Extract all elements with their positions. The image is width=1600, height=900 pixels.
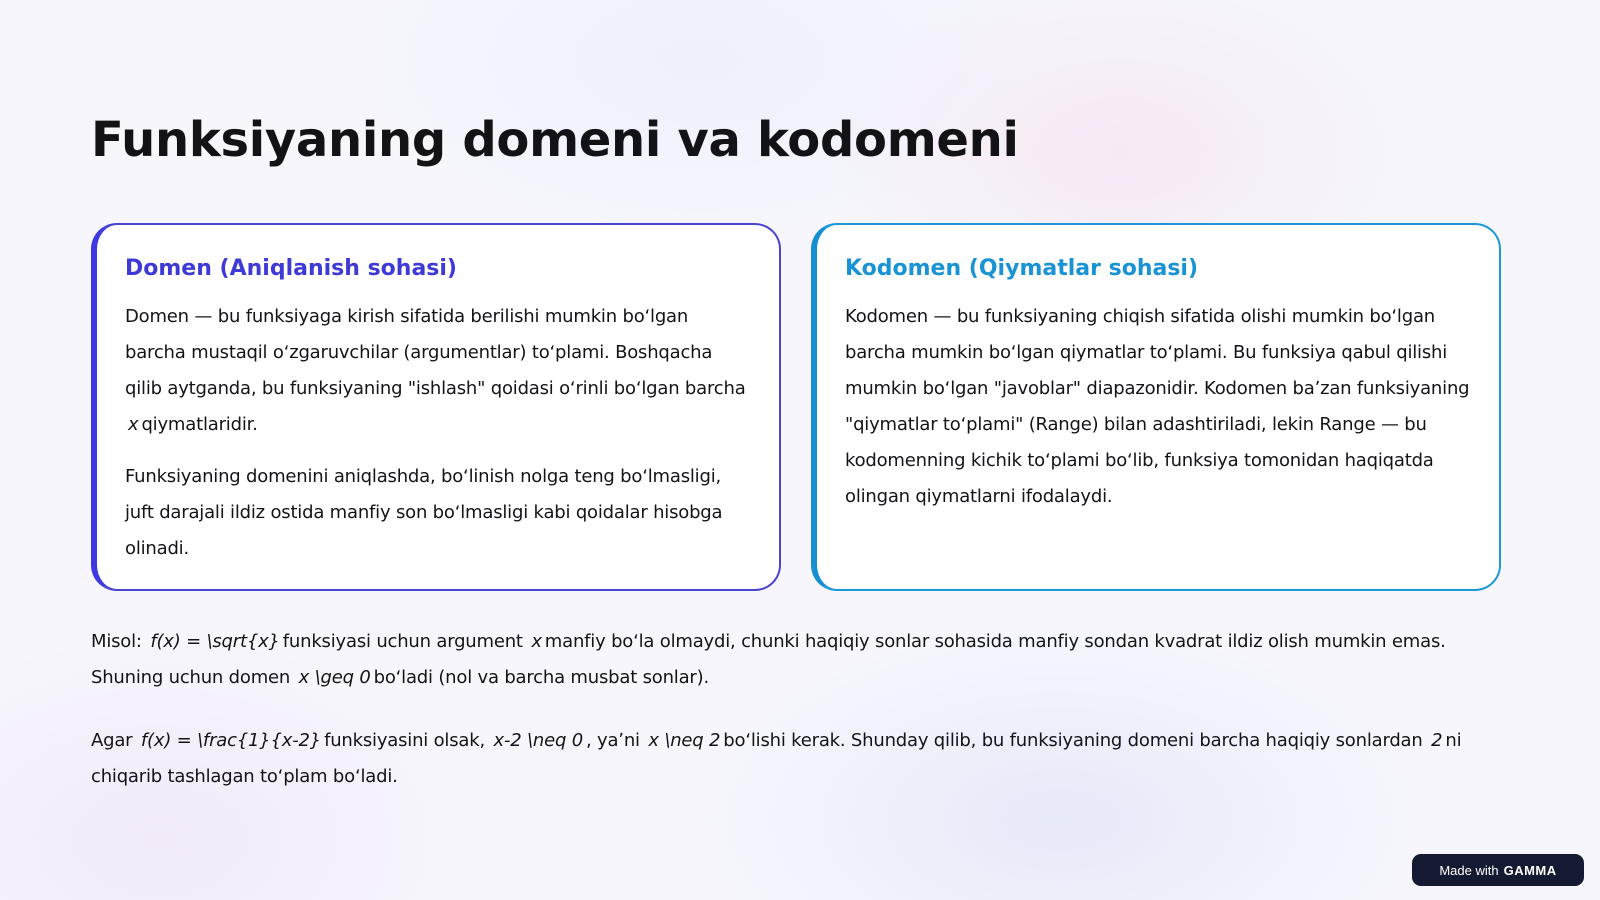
domain-definition-tail: qiymatlaridir. — [141, 414, 258, 435]
gamma-logo: GAMMA — [1503, 862, 1557, 878]
codomain-card-heading: Kodomen (Qiymatlar sohasi) — [845, 256, 1199, 281]
domain-card — [91, 223, 781, 591]
excluded-number: 2 — [1431, 730, 1443, 751]
example-text: boʻladi (nol va barcha musbat sonlar). — [373, 667, 709, 688]
example-text: funksiyasi uchun argument — [282, 631, 523, 652]
excluded-value-condition: x \neq 2 — [648, 730, 721, 751]
domain-variable: x — [128, 414, 139, 435]
example-prefix: Misol: — [91, 631, 142, 652]
argument-variable: x — [531, 631, 542, 652]
fraction-formula: f(x) = \frac{1}{x-2} — [140, 730, 322, 751]
denominator-condition: x-2 \neq 0 — [493, 730, 583, 751]
example-text: funksiyasini olsak, — [324, 730, 485, 751]
domain-condition: x \geq 0 — [298, 667, 371, 688]
example-fraction-paragraph — [91, 723, 1521, 795]
sqrt-formula: f(x) = \sqrt{x} — [150, 631, 280, 652]
codomain-definition-paragraph: Kodomen — bu funksiyaning chiqish sifatida olishi mumkin boʻlgan barcha mumkin boʻlgan qiymatlar toʻplami. Bu funksiya qabul qilishi mumkin boʻlgan "javoblar" diapazonidir. Kodomen baʼzan funksiyaning "qiymatlar toʻplami" (Range) bilan adashtiriladi, lekin Range — bu kodomenning kichik toʻplami boʻlib, funksiya tomonidan haqiqatda olingan qiymatlarni ifodalaydi. — [845, 306, 1470, 507]
example-prefix: Agar — [91, 730, 133, 751]
example-text: manfiy boʻla olmaydi, chunki haqiqiy sonlar sohasida manfiy sondan kvadrat ildiz olish mumkin emas. Shuning uchun domen — [91, 631, 1446, 688]
example-text: , yaʼni — [585, 730, 640, 751]
domain-definition-paragraph — [125, 299, 751, 443]
domain-rules-paragraph: Funksiyaning domenini aniqlashda, boʻlinish nolga teng boʻlmasligi, juft darajali ildiz ostida manfiy son boʻlmasligi kabi qoidalar hisobga olinadi. — [125, 466, 723, 559]
made-with-gamma-badge[interactable] — [1412, 854, 1584, 886]
domain-card-heading: Domen (Aniqlanish sohasi) — [125, 256, 457, 281]
example-text: ni chiqarib tashlagan toʻplam boʻladi. — [91, 730, 1462, 787]
codomain-card — [811, 223, 1501, 591]
example-sqrt-paragraph — [91, 624, 1521, 696]
page-title: Funksiyaning domeni va kodomeni — [91, 112, 1019, 168]
domain-definition-text: Domen — bu funksiyaga kirish sifatida berilishi mumkin boʻlgan barcha mustaqil oʻzgaruvchilar (argumentlar) toʻplami. Boshqacha qilib aytganda, bu funksiyaning "ishlash" qoidasi oʻrinli boʻlgan barcha — [125, 306, 746, 399]
badge-prefix: Made with — [1439, 862, 1499, 878]
example-text: boʻlishi kerak. Shunday qilib, bu funksiyaning domeni barcha haqiqiy sonlardan — [723, 730, 1423, 751]
